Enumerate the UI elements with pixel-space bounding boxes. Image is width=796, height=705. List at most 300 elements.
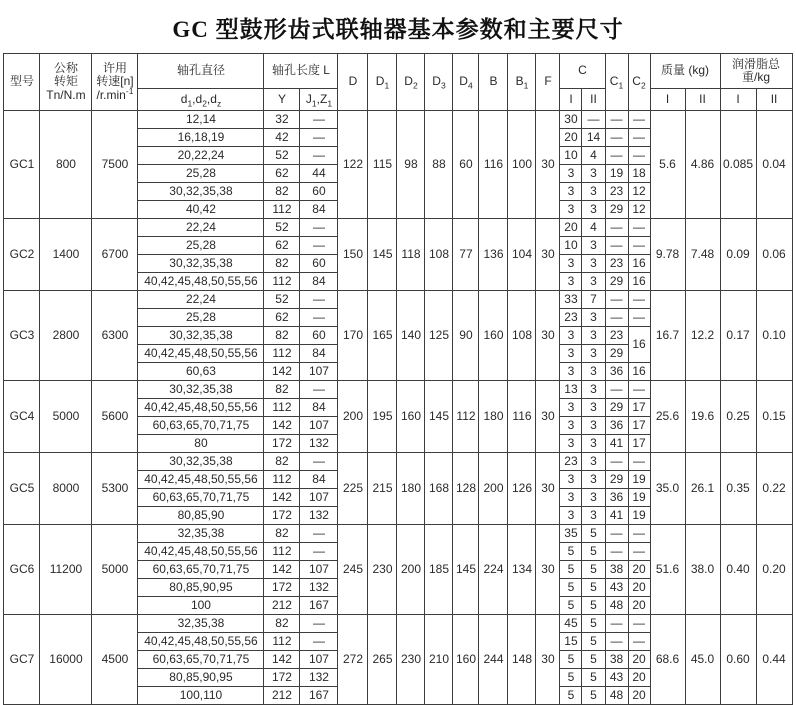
dim-D1-cell: 230 <box>368 525 397 615</box>
dim-D2-cell: 230 <box>397 615 425 705</box>
length-JZ-cell: — <box>300 543 338 561</box>
model-cell: GC6 <box>4 525 40 615</box>
dim-B-cell: 116 <box>479 111 508 219</box>
dim-D-cell: 245 <box>338 525 368 615</box>
dim-D-cell: 200 <box>338 381 368 453</box>
length-JZ-cell: — <box>300 309 338 327</box>
length-JZ-cell: 132 <box>300 435 338 453</box>
length-JZ-cell: 107 <box>300 561 338 579</box>
bore-diameter-cell: 80,85,90,95 <box>138 579 264 597</box>
dim-D-cell: 225 <box>338 453 368 525</box>
dim-D4-cell: 77 <box>453 219 479 291</box>
bore-diameter-cell: 40,42,45,48,50,55,56 <box>138 543 264 561</box>
dim-D-cell: 150 <box>338 219 368 291</box>
C-II-cell: 5 <box>582 687 605 705</box>
bore-diameter-cell: 100,110 <box>138 687 264 705</box>
C1-cell: 36 <box>605 489 628 507</box>
speed-cell: 5300 <box>92 453 138 525</box>
C1-cell: 38 <box>605 561 628 579</box>
coupling-spec-table <box>3 53 792 705</box>
header-F: F <box>536 54 560 111</box>
length-JZ-cell: 84 <box>300 273 338 291</box>
length-JZ-cell: 84 <box>300 201 338 219</box>
dim-D4-cell: 90 <box>453 291 479 381</box>
grease-II-cell: 0.06 <box>756 219 792 291</box>
C-I-cell: 3 <box>560 201 582 219</box>
dim-D4-cell: 128 <box>453 453 479 525</box>
C2-cell: — <box>628 309 650 327</box>
bore-diameter-cell: 40,42,45,48,50,55,56 <box>138 399 264 417</box>
table-row <box>4 291 792 309</box>
length-JZ-cell: 167 <box>300 687 338 705</box>
speed-cell: 5000 <box>92 525 138 615</box>
dim-D3-cell: 168 <box>425 453 453 525</box>
dim-D1-cell: 265 <box>368 615 397 705</box>
header-C2: $C_2$ <box>628 54 650 111</box>
dim-F-cell: 30 <box>536 381 560 453</box>
header-Y: Y <box>264 89 300 111</box>
C-II-cell: 3 <box>582 471 605 489</box>
length-JZ-cell: 84 <box>300 471 338 489</box>
C2-cell: — <box>628 237 650 255</box>
length-Y-cell: 172 <box>264 435 300 453</box>
C2-cell: 17 <box>628 435 650 453</box>
header-mass-II: II <box>685 89 720 111</box>
C1-cell: — <box>605 111 628 129</box>
bore-diameter-cell: 80 <box>138 435 264 453</box>
header-model: 型号 <box>4 54 40 111</box>
mass-I-cell: 51.6 <box>650 525 685 615</box>
table-row <box>4 219 792 237</box>
C-II-cell: 3 <box>582 489 605 507</box>
torque-cell: 5000 <box>40 381 92 453</box>
C-II-cell: 3 <box>582 183 605 201</box>
C-II-cell: 3 <box>582 417 605 435</box>
C1-cell: — <box>605 453 628 471</box>
length-JZ-cell: — <box>300 615 338 633</box>
C1-cell: 48 <box>605 597 628 615</box>
C-I-cell: 3 <box>560 507 582 525</box>
grease-II-cell: 0.10 <box>756 291 792 381</box>
dim-B1-cell: 100 <box>508 111 536 219</box>
dim-D1-cell: 115 <box>368 111 397 219</box>
C2-cell: — <box>628 147 650 165</box>
header-bore-diameter-sub: $d_1,d_2,d_z$ <box>138 89 264 111</box>
C-II-cell: 3 <box>582 399 605 417</box>
length-Y-cell: 82 <box>264 381 300 399</box>
C-I-cell: 20 <box>560 129 582 147</box>
table-header <box>4 54 792 111</box>
C1-cell: 36 <box>605 417 628 435</box>
C-II-cell: 5 <box>582 579 605 597</box>
bore-diameter-cell: 60,63,65,70,71,75 <box>138 561 264 579</box>
length-JZ-cell: 44 <box>300 165 338 183</box>
C1-cell: 23 <box>605 255 628 273</box>
dim-B-cell: 180 <box>479 381 508 453</box>
dim-D2-cell: 160 <box>397 381 425 453</box>
C2-cell: — <box>628 525 650 543</box>
dim-B1-cell: 134 <box>508 525 536 615</box>
dim-B1-cell: 148 <box>508 615 536 705</box>
length-Y-cell: 42 <box>264 129 300 147</box>
grease-I-cell: 0.40 <box>720 525 756 615</box>
C2-cell: 16 <box>628 273 650 291</box>
dim-D-cell: 170 <box>338 291 368 381</box>
C2-cell: — <box>628 291 650 309</box>
C1-cell: 29 <box>605 201 628 219</box>
C-II-cell: 5 <box>582 525 605 543</box>
C-II-cell: 5 <box>582 597 605 615</box>
grease-I-cell: 0.17 <box>720 291 756 381</box>
length-Y-cell: 112 <box>264 399 300 417</box>
C-I-cell: 10 <box>560 237 582 255</box>
table-row <box>4 615 792 633</box>
C-I-cell: 3 <box>560 471 582 489</box>
length-JZ-cell: — <box>300 147 338 165</box>
C-I-cell: 30 <box>560 111 582 129</box>
C-I-cell: 3 <box>560 489 582 507</box>
length-Y-cell: 142 <box>264 489 300 507</box>
C2-cell: — <box>628 633 650 651</box>
C-I-cell: 35 <box>560 525 582 543</box>
bore-diameter-cell: 80,85,90 <box>138 507 264 525</box>
mass-II-cell: 7.48 <box>685 219 720 291</box>
length-JZ-cell: 107 <box>300 363 338 381</box>
C1-cell: 36 <box>605 363 628 381</box>
length-Y-cell: 82 <box>264 327 300 345</box>
C-I-cell: 3 <box>560 435 582 453</box>
dim-F-cell: 30 <box>536 615 560 705</box>
C1-cell: — <box>605 615 628 633</box>
C1-cell: — <box>605 219 628 237</box>
C2-cell: 17 <box>628 417 650 435</box>
C-I-cell: 20 <box>560 219 582 237</box>
header-bore-diameter: 轴孔直径 <box>138 54 264 89</box>
C-I-cell: 15 <box>560 633 582 651</box>
header-C-I: I <box>560 89 582 111</box>
dim-B-cell: 160 <box>479 291 508 381</box>
C1-cell: 29 <box>605 273 628 291</box>
C-I-cell: 3 <box>560 273 582 291</box>
table-row <box>4 453 792 471</box>
model-cell: GC1 <box>4 111 40 219</box>
torque-cell: 1400 <box>40 219 92 291</box>
bore-diameter-cell: 80,85,90,95 <box>138 669 264 687</box>
length-JZ-cell: — <box>300 525 338 543</box>
C1-cell: — <box>605 543 628 561</box>
length-JZ-cell: — <box>300 111 338 129</box>
C-II-cell: 3 <box>582 363 605 381</box>
dim-D3-cell: 210 <box>425 615 453 705</box>
dim-B-cell: 136 <box>479 219 508 291</box>
dim-D2-cell: 180 <box>397 453 425 525</box>
length-JZ-cell: 107 <box>300 489 338 507</box>
length-JZ-cell: 167 <box>300 597 338 615</box>
grease-II-cell: 0.04 <box>756 111 792 219</box>
header-speed: 许用 转速[n] $/r.\min^{-1}$ <box>92 54 138 111</box>
dim-D4-cell: 145 <box>453 525 479 615</box>
C-II-cell: 3 <box>582 453 605 471</box>
bore-diameter-cell: 12,14 <box>138 111 264 129</box>
C-I-cell: 3 <box>560 399 582 417</box>
header-D: D <box>338 54 368 111</box>
header-bore-length: 轴孔长度 L <box>264 54 338 89</box>
C2-cell: 16 <box>628 363 650 381</box>
C-II-cell: 3 <box>582 345 605 363</box>
bore-diameter-cell: 20,22,24 <box>138 147 264 165</box>
header-mass-I: I <box>650 89 685 111</box>
C1-cell: — <box>605 291 628 309</box>
dim-D4-cell: 112 <box>453 381 479 453</box>
bore-diameter-cell: 16,18,19 <box>138 129 264 147</box>
torque-cell: 8000 <box>40 453 92 525</box>
bore-diameter-cell: 60,63,65,70,71,75 <box>138 489 264 507</box>
dim-F-cell: 30 <box>536 453 560 525</box>
grease-II-cell: 0.20 <box>756 525 792 615</box>
header-JZ: $J_1,Z_1$ <box>300 89 338 111</box>
dim-D3-cell: 125 <box>425 291 453 381</box>
mass-II-cell: 19.6 <box>685 381 720 453</box>
C1-cell: — <box>605 237 628 255</box>
C2-cell: 20 <box>628 579 650 597</box>
dim-F-cell: 30 <box>536 291 560 381</box>
length-Y-cell: 32 <box>264 111 300 129</box>
header-torque: 公称 转矩 Tn/N.m <box>40 54 92 111</box>
length-JZ-cell: — <box>300 219 338 237</box>
C2-cell: 20 <box>628 687 650 705</box>
C-II-cell: 5 <box>582 561 605 579</box>
header-C: C <box>560 54 605 89</box>
C-I-cell: 5 <box>560 651 582 669</box>
C-I-cell: 10 <box>560 147 582 165</box>
dim-F-cell: 30 <box>536 219 560 291</box>
C2-cell: — <box>628 111 650 129</box>
speed-cell: 7500 <box>92 111 138 219</box>
C1-cell: 43 <box>605 669 628 687</box>
dim-B1-cell: 126 <box>508 453 536 525</box>
model-cell: GC5 <box>4 453 40 525</box>
length-JZ-cell: — <box>300 237 338 255</box>
header-grease-II: II <box>756 89 792 111</box>
C2-cell: — <box>628 219 650 237</box>
C1-cell: 19 <box>605 165 628 183</box>
C-II-cell: 3 <box>582 327 605 345</box>
C-II-cell: 3 <box>582 273 605 291</box>
dim-D1-cell: 165 <box>368 291 397 381</box>
length-Y-cell: 52 <box>264 219 300 237</box>
header-B: B <box>479 54 508 111</box>
C-I-cell: 3 <box>560 345 582 363</box>
dim-B-cell: 200 <box>479 453 508 525</box>
grease-II-cell: 0.44 <box>756 615 792 705</box>
dim-B1-cell: 116 <box>508 381 536 453</box>
length-JZ-cell: 132 <box>300 507 338 525</box>
dim-D-cell: 272 <box>338 615 368 705</box>
length-Y-cell: 172 <box>264 579 300 597</box>
length-Y-cell: 52 <box>264 147 300 165</box>
speed-cell: 6700 <box>92 219 138 291</box>
page-title: GC 型鼓形齿式联轴器基本参数和主要尺寸 <box>172 17 624 42</box>
dim-D1-cell: 215 <box>368 453 397 525</box>
C-II-cell: 3 <box>582 381 605 399</box>
C1-cell: — <box>605 129 628 147</box>
torque-cell: 16000 <box>40 615 92 705</box>
C-II-cell: 5 <box>582 615 605 633</box>
grease-II-cell: 0.22 <box>756 453 792 525</box>
bore-diameter-cell: 32,35,38 <box>138 615 264 633</box>
bore-diameter-cell: 30,32,35,38 <box>138 453 264 471</box>
length-JZ-cell: 84 <box>300 399 338 417</box>
C-II-cell: 5 <box>582 669 605 687</box>
bore-diameter-cell: 40,42 <box>138 201 264 219</box>
C-II-cell: 7 <box>582 291 605 309</box>
C-II-cell: 3 <box>582 507 605 525</box>
length-Y-cell: 82 <box>264 615 300 633</box>
length-Y-cell: 172 <box>264 507 300 525</box>
C2-cell: 20 <box>628 561 650 579</box>
C-I-cell: 45 <box>560 615 582 633</box>
length-JZ-cell: — <box>300 633 338 651</box>
C2-cell: 18 <box>628 165 650 183</box>
header-grease: 润滑脂总重/kg <box>720 54 792 89</box>
bore-diameter-cell: 60,63 <box>138 363 264 381</box>
C2-cell: 16 <box>628 327 650 363</box>
C1-cell: — <box>605 633 628 651</box>
dim-B-cell: 244 <box>479 615 508 705</box>
C1-cell: 29 <box>605 399 628 417</box>
C2-cell: — <box>628 381 650 399</box>
header-B1: $B_1$ <box>508 54 536 111</box>
length-Y-cell: 142 <box>264 651 300 669</box>
bore-diameter-cell: 60,63,65,70,71,75 <box>138 417 264 435</box>
speed-cell: 5600 <box>92 381 138 453</box>
C1-cell: 41 <box>605 507 628 525</box>
C1-cell: — <box>605 309 628 327</box>
dim-D4-cell: 160 <box>453 615 479 705</box>
dim-D1-cell: 145 <box>368 219 397 291</box>
length-Y-cell: 82 <box>264 525 300 543</box>
C-II-cell: 3 <box>582 165 605 183</box>
dim-D2-cell: 98 <box>397 111 425 219</box>
C-I-cell: 3 <box>560 327 582 345</box>
C-I-cell: 5 <box>560 597 582 615</box>
mass-I-cell: 16.7 <box>650 291 685 381</box>
C-I-cell: 5 <box>560 669 582 687</box>
bore-diameter-cell: 30,32,35,38 <box>138 183 264 201</box>
C-II-cell: 3 <box>582 255 605 273</box>
C-II-cell: — <box>582 111 605 129</box>
length-Y-cell: 142 <box>264 561 300 579</box>
header-C-II: II <box>582 89 605 111</box>
length-JZ-cell: 84 <box>300 345 338 363</box>
length-Y-cell: 212 <box>264 597 300 615</box>
C2-cell: 19 <box>628 471 650 489</box>
mass-I-cell: 35.0 <box>650 453 685 525</box>
grease-I-cell: 0.09 <box>720 219 756 291</box>
length-Y-cell: 82 <box>264 255 300 273</box>
bore-diameter-cell: 40,42,45,48,50,55,56 <box>138 345 264 363</box>
mass-I-cell: 68.6 <box>650 615 685 705</box>
mass-II-cell: 4.86 <box>685 111 720 219</box>
C-I-cell: 5 <box>560 561 582 579</box>
speed-cell: 4500 <box>92 615 138 705</box>
C-I-cell: 13 <box>560 381 582 399</box>
torque-cell: 2800 <box>40 291 92 381</box>
header-C1: $C_1$ <box>605 54 628 111</box>
dim-B1-cell: 104 <box>508 219 536 291</box>
C2-cell: 17 <box>628 399 650 417</box>
C-I-cell: 5 <box>560 579 582 597</box>
dim-F-cell: 30 <box>536 111 560 219</box>
C1-cell: 23 <box>605 183 628 201</box>
C-II-cell: 3 <box>582 201 605 219</box>
mass-II-cell: 45.0 <box>685 615 720 705</box>
C2-cell: 20 <box>628 651 650 669</box>
length-Y-cell: 142 <box>264 417 300 435</box>
C-I-cell: 3 <box>560 165 582 183</box>
C-II-cell: 5 <box>582 543 605 561</box>
C-I-cell: 23 <box>560 309 582 327</box>
length-JZ-cell: — <box>300 453 338 471</box>
C1-cell: 38 <box>605 651 628 669</box>
C2-cell: — <box>628 129 650 147</box>
mass-II-cell: 26.1 <box>685 453 720 525</box>
dim-D3-cell: 108 <box>425 219 453 291</box>
grease-I-cell: 0.085 <box>720 111 756 219</box>
C-I-cell: 3 <box>560 183 582 201</box>
length-Y-cell: 112 <box>264 543 300 561</box>
model-cell: GC2 <box>4 219 40 291</box>
length-JZ-cell: 60 <box>300 255 338 273</box>
length-Y-cell: 112 <box>264 201 300 219</box>
length-JZ-cell: 60 <box>300 327 338 345</box>
grease-I-cell: 0.25 <box>720 381 756 453</box>
mass-I-cell: 25.6 <box>650 381 685 453</box>
bore-diameter-cell: 22,24 <box>138 219 264 237</box>
C2-cell: — <box>628 453 650 471</box>
C-I-cell: 5 <box>560 543 582 561</box>
bore-diameter-cell: 25,28 <box>138 309 264 327</box>
length-Y-cell: 62 <box>264 237 300 255</box>
dim-D3-cell: 88 <box>425 111 453 219</box>
length-Y-cell: 82 <box>264 183 300 201</box>
header-D4: $D_4$ <box>453 54 479 111</box>
C2-cell: 20 <box>628 669 650 687</box>
C-II-cell: 5 <box>582 633 605 651</box>
C1-cell: 29 <box>605 471 628 489</box>
model-cell: GC4 <box>4 381 40 453</box>
length-Y-cell: 112 <box>264 273 300 291</box>
length-Y-cell: 172 <box>264 669 300 687</box>
header-grease-I: I <box>720 89 756 111</box>
C1-cell: 43 <box>605 579 628 597</box>
C2-cell: 19 <box>628 507 650 525</box>
length-Y-cell: 62 <box>264 309 300 327</box>
dim-B1-cell: 108 <box>508 291 536 381</box>
bore-diameter-cell: 30,32,35,38 <box>138 381 264 399</box>
length-Y-cell: 112 <box>264 633 300 651</box>
length-JZ-cell: 107 <box>300 417 338 435</box>
length-JZ-cell: 60 <box>300 183 338 201</box>
length-JZ-cell: 107 <box>300 651 338 669</box>
header-D1: $D_1$ <box>368 54 397 111</box>
mass-I-cell: 5.6 <box>650 111 685 219</box>
grease-II-cell: 0.15 <box>756 381 792 453</box>
table-row <box>4 381 792 399</box>
C2-cell: 20 <box>628 597 650 615</box>
length-Y-cell: 112 <box>264 345 300 363</box>
bore-diameter-cell: 32,35,38 <box>138 525 264 543</box>
